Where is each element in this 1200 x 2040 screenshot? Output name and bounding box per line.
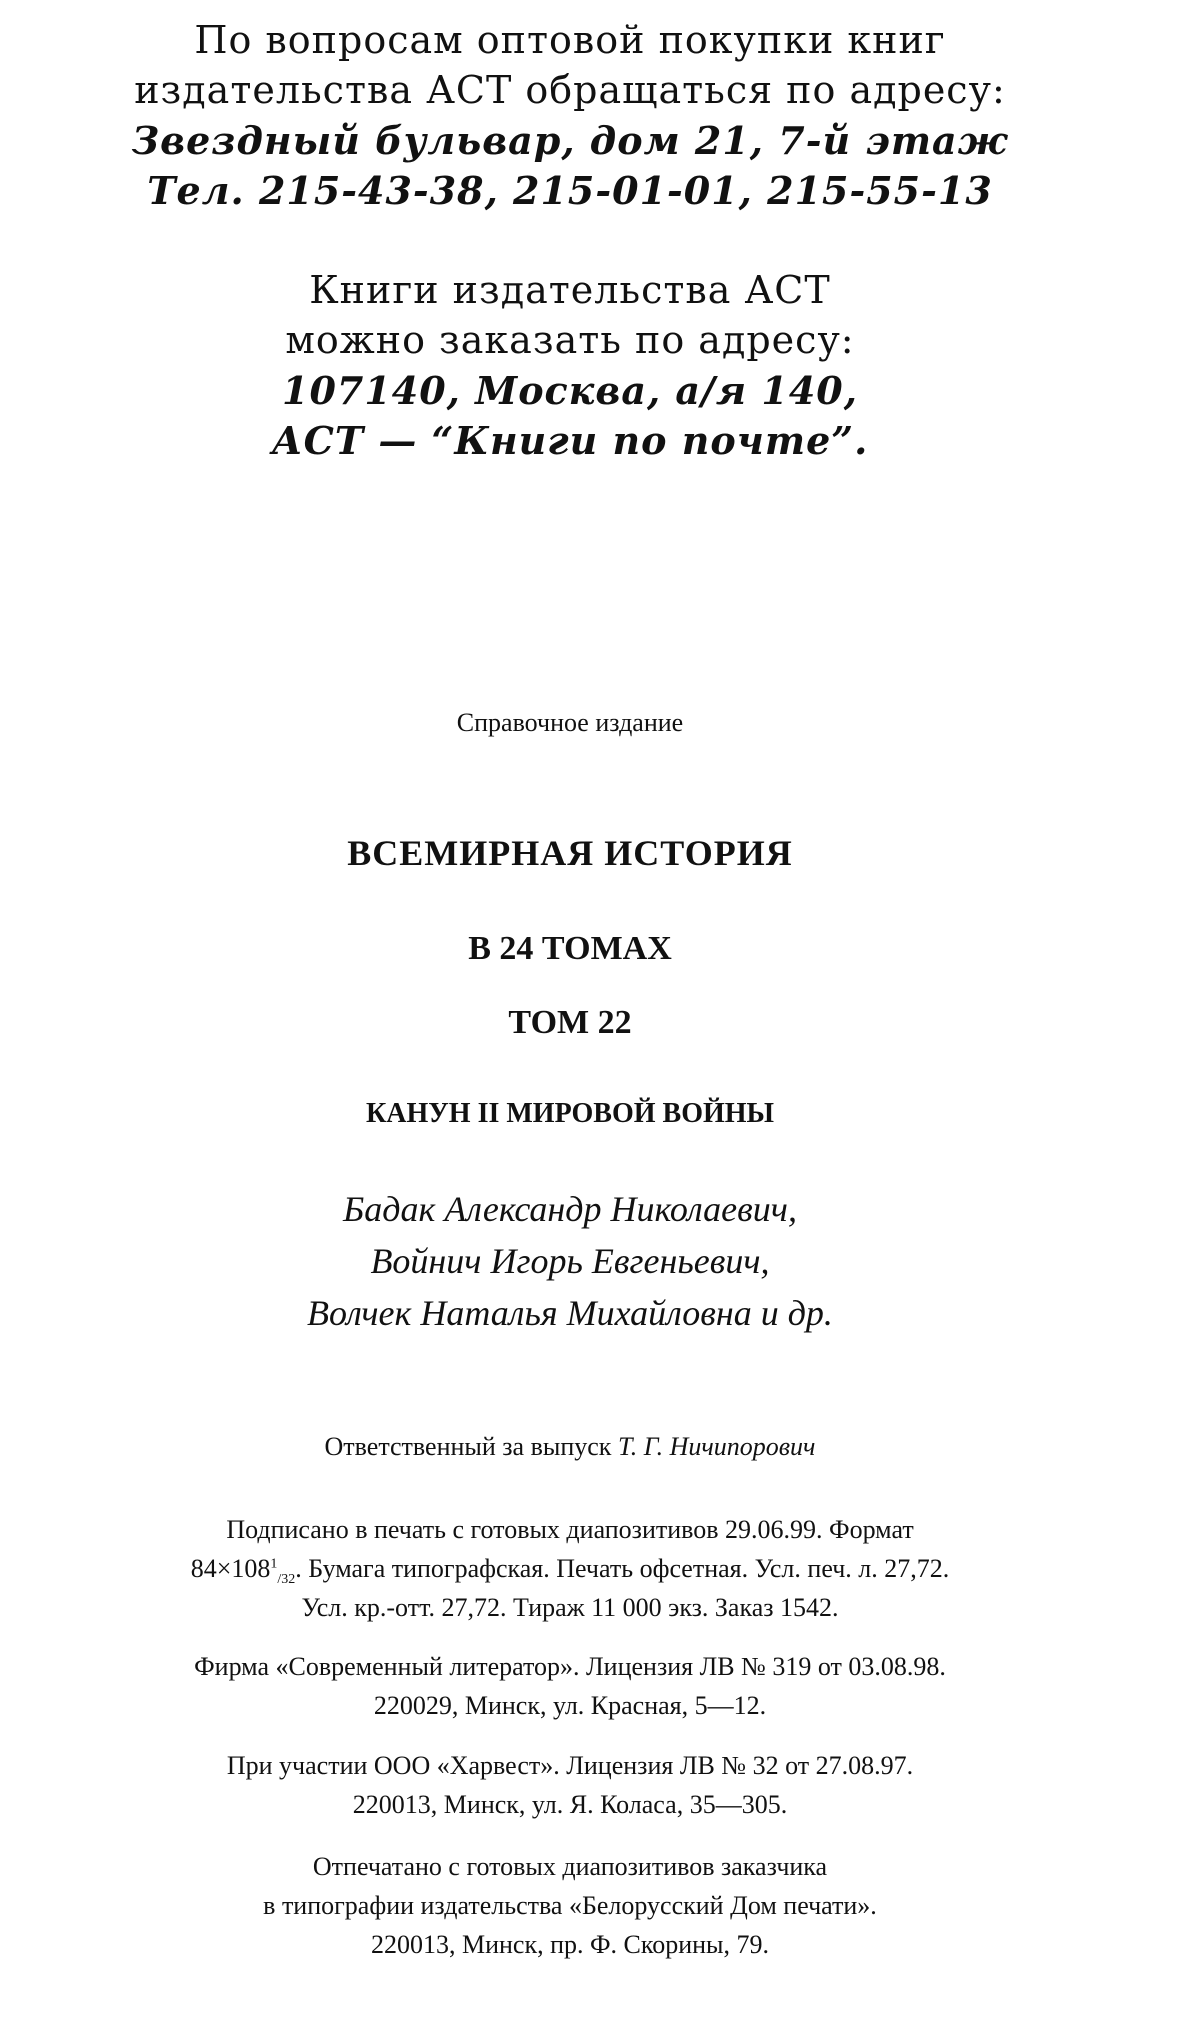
printed-line-3: 220013, Минск, пр. Ф. Скорины, 79. xyxy=(370,1930,770,1959)
author-3: Волчек Наталья Михайловна и др. xyxy=(307,1293,833,1333)
book-title: ВСЕМИРНАЯ ИСТОРИЯ xyxy=(347,833,793,873)
harvest-line-1: При участии ООО «Харвест». Лицензия ЛВ № 32 от 27.08.97. xyxy=(226,1751,914,1780)
wholesale-phones: Тел. 215-43-38, 215-01-01, 215-55-13 xyxy=(147,168,993,213)
mail-order-line-2: можно заказать по адресу: xyxy=(285,318,855,362)
firm-line-2: 220029, Минск, ул. Красная, 5—12. xyxy=(373,1691,767,1720)
firm-line-1: Фирма «Современный литератор». Лицензия ЛВ № 319 от 03.08.98. xyxy=(194,1652,946,1681)
wholesale-address: Звездный бульвар, дом 21, 7-й этаж xyxy=(131,118,1009,163)
volume-subtitle: КАНУН II МИРОВОЙ ВОЙНЫ xyxy=(365,1098,775,1129)
print-info-line-1: Подписано в печать с готовых диапозитивов 29.06.99. Формат xyxy=(226,1515,914,1544)
print-info-rest: . Бумага типографская. Печать офсетная. Усл. печ. л. 27,72. xyxy=(295,1554,950,1583)
mail-order-address: 107140, Москва, а/я 140, xyxy=(282,368,858,413)
wholesale-line-1: По вопросам оптовой покупки книг xyxy=(194,18,946,62)
edition-type: Справочное издание xyxy=(456,708,684,737)
printed-line-1: Отпечатано с готовых диапозитивов заказчика xyxy=(312,1852,828,1881)
print-info-line-2 xyxy=(0,1554,1170,1588)
print-info-line-3: Усл. кр.-отт. 27,72. Тираж 11 000 экз. Заказ 1542. xyxy=(301,1593,839,1622)
harvest-line-2: 220013, Минск, ул. Я. Коласа, 35—305. xyxy=(352,1790,788,1819)
mail-order-line-1: Книги издательства АСТ xyxy=(309,268,831,312)
author-1: Бадак Александр Николаевич, xyxy=(343,1189,797,1229)
series-label: В 24 ТОМАХ xyxy=(468,930,672,967)
responsible-line xyxy=(0,1432,1170,1462)
wholesale-line-2: издательства АСТ обращаться по адресу: xyxy=(134,68,1006,112)
printed-line-2: в типографии издательства «Белорусский Дом печати». xyxy=(263,1891,877,1920)
format-sub: /32 xyxy=(277,1572,296,1588)
responsible-name: Т. Г. Ничипорович xyxy=(617,1432,816,1461)
mail-order-service: АСТ — “Книги по почте”. xyxy=(271,418,869,463)
volume-label: ТОМ 22 xyxy=(508,1004,632,1041)
responsible-label: Ответственный за выпуск xyxy=(324,1432,612,1461)
author-2: Войнич Игорь Евгеньевич, xyxy=(370,1241,770,1281)
format-base: 84×108 xyxy=(190,1554,271,1583)
format-sup: 1 xyxy=(270,1556,278,1572)
